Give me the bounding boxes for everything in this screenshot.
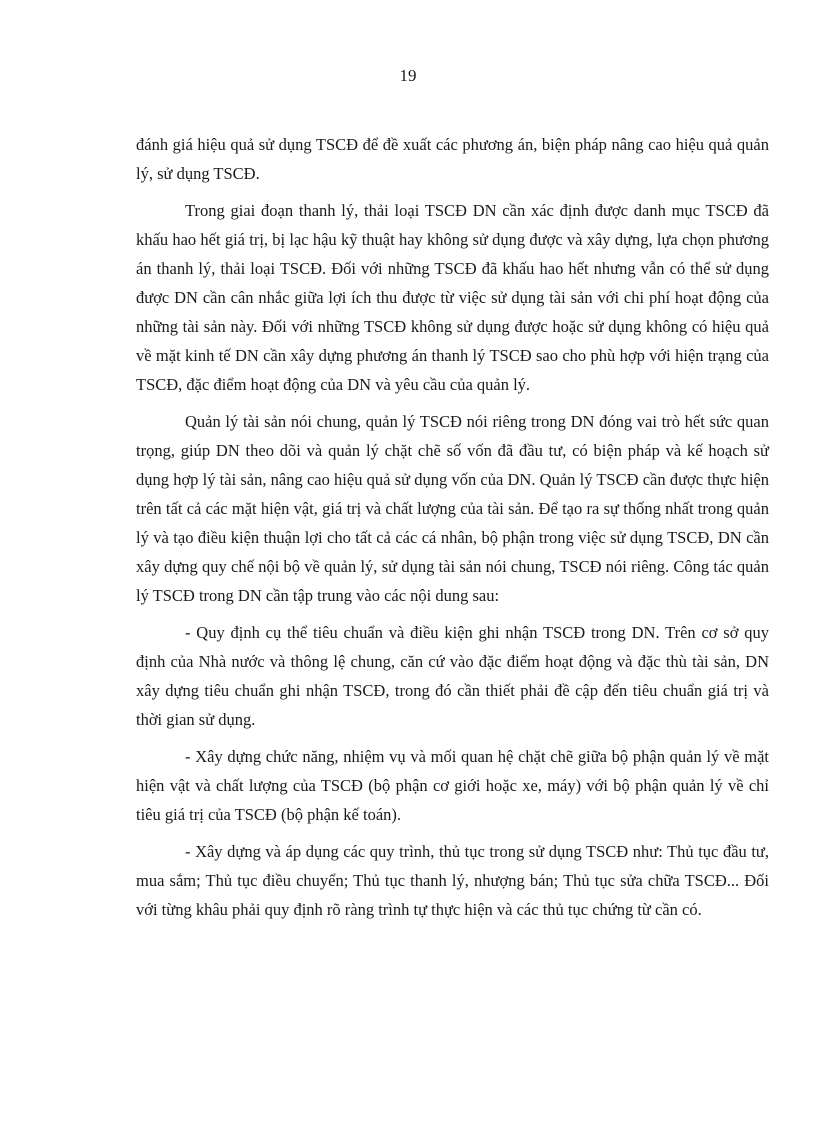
paragraph-liquidation-stage: Trong giai đoạn thanh lý, thải loại TSCĐ DN cần xác định được danh mục TSCĐ đã khấu hao hết giá trị, bị lạc hậu kỹ thuật hay không sử dụng được và xây dựng, lựa chọn phương án thanh lý, thải loại TSCĐ. Đối với những TSCĐ đã khấu hao hết nhưng vẫn có thể sử dụng được DN cần cân nhắc giữa lợi ích thu được từ việc sử dụng tài sản với chi phí hoạt động của những tài sản này. Đối với những TSCĐ không sử dụng được hoặc sử dụng không có hiệu quả về mặt kinh tế DN cần xây dựng phương án thanh lý TSCĐ sao cho phù hợp với hiện trạng của TSCĐ, đặc điểm hoạt động của DN và yêu cầu của quản lý. (136, 201, 769, 394)
list-item-department-functions: - Xây dựng chức năng, nhiệm vụ và mối quan hệ chặt chẽ giữa bộ phận quản lý về mặt hiện vật và chất lượng của TSCĐ (bộ phận cơ giới hoặc xe, máy) với bộ phận quản lý về chỉ tiêu giá trị của TSCĐ (bộ phận kế toán). (136, 747, 769, 824)
list-item-procedures: - Xây dựng và áp dụng các quy trình, thủ tục trong sử dụng TSCĐ như: Thủ tục đầu tư, mua sắm; Thủ tục điều chuyển; Thủ tục thanh lý, nhượng bán; Thủ tục sửa chữa TSCĐ... Đối với từng khâu phải quy định rõ ràng trình tự thực hiện và các thủ tục chứng từ cần có. (136, 842, 769, 919)
list-item-recognition-criteria: - Quy định cụ thể tiêu chuẩn và điều kiện ghi nhận TSCĐ trong DN. Trên cơ sở quy định của Nhà nước và thông lệ chung, căn cứ vào đặc điểm hoạt động và đặc thù tài sản, DN xây dựng tiêu chuẩn ghi nhận TSCĐ, trong đó cần thiết phải đề cập đến tiêu chuẩn giá trị và thời gian sử dụng. (136, 623, 769, 729)
page-number: 19 (399, 66, 417, 85)
document-body (136, 130, 769, 932)
paragraph-asset-management: Quản lý tài sản nói chung, quản lý TSCĐ nói riêng trong DN đóng vai trò hết sức quan trọng, giúp DN theo dõi và quản lý chặt chẽ số vốn đã đầu tư, có biện pháp và kế hoạch sử dụng hợp lý tài sản, nâng cao hiệu quả sử dụng vốn của DN. Quản lý TSCĐ cần được thực hiện trên tất cả các mặt hiện vật, giá trị và chất lượng của tài sản. Để tạo ra sự thống nhất trong quản lý và tạo điều kiện thuận lợi cho tất cả các cá nhân, bộ phận trong việc sử dụng TSCĐ, DN cần xây dựng quy chế nội bộ về quản lý, sử dụng tài sản nói chung, TSCĐ nói riêng. Công tác quản lý TSCĐ trong DN cần tập trung vào các nội dung sau: (136, 412, 769, 605)
paragraph-continuation: đánh giá hiệu quả sử dụng TSCĐ để đề xuất các phương án, biện pháp nâng cao hiệu quả quản lý, sử dụng TSCĐ. (136, 135, 769, 183)
